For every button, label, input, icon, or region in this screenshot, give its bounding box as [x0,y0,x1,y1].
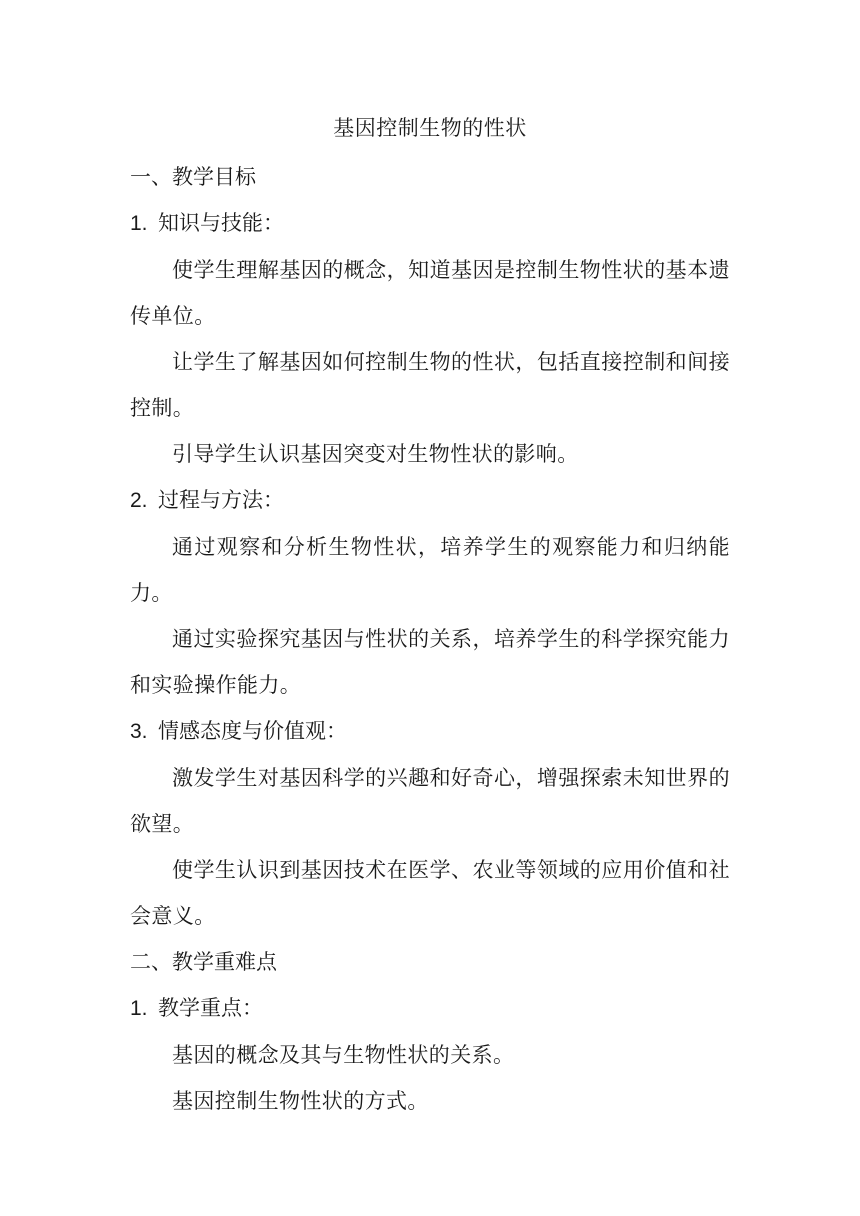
paragraph: 基因控制生物性状的方式。 [172,1089,429,1113]
item-number: 3. [130,720,148,743]
subheading-process-methods [130,477,730,524]
subheading-knowledge-skills [130,200,730,247]
paragraph: 通过观察和分析生物性状，培养学生的观察能力和归纳能力。 [130,535,730,605]
item-label: 过程与方法： [158,488,284,512]
paragraph: 让学生了解基因如何控制生物的性状，包括直接控制和间接控制。 [130,350,730,420]
item-label: 情感态度与价值观： [158,719,347,743]
paragraph: 基因的概念及其与生物性状的关系。 [172,1043,515,1067]
paragraph: 使学生理解基因的概念，知道基因是控制生物性状的基本遗传单位。 [130,258,730,328]
section-heading-objectives: 一、教学目标 [130,165,256,189]
item-label: 教学重点： [158,996,263,1020]
subheading-teaching-focus [130,985,730,1032]
paragraph: 引导学生认识基因突变对生物性状的影响。 [172,442,579,466]
paragraph: 使学生认识到基因技术在医学、农业等领域的应用价值和社会意义。 [130,858,730,928]
item-number: 1. [130,212,148,235]
item-label: 知识与技能： [158,211,284,235]
paragraph: 通过实验探究基因与性状的关系，培养学生的科学探究能力和实验操作能力。 [130,627,730,697]
paragraph: 激发学生对基因科学的兴趣和好奇心，增强探索未知世界的欲望。 [130,766,730,836]
document-body [130,108,730,1124]
document-title: 基因控制生物的性状 [333,116,527,140]
item-number: 2. [130,489,148,512]
section-heading-key-difficult-points: 二、教学重难点 [130,950,277,974]
subheading-attitudes-values [130,708,730,755]
item-number: 1. [130,997,148,1020]
